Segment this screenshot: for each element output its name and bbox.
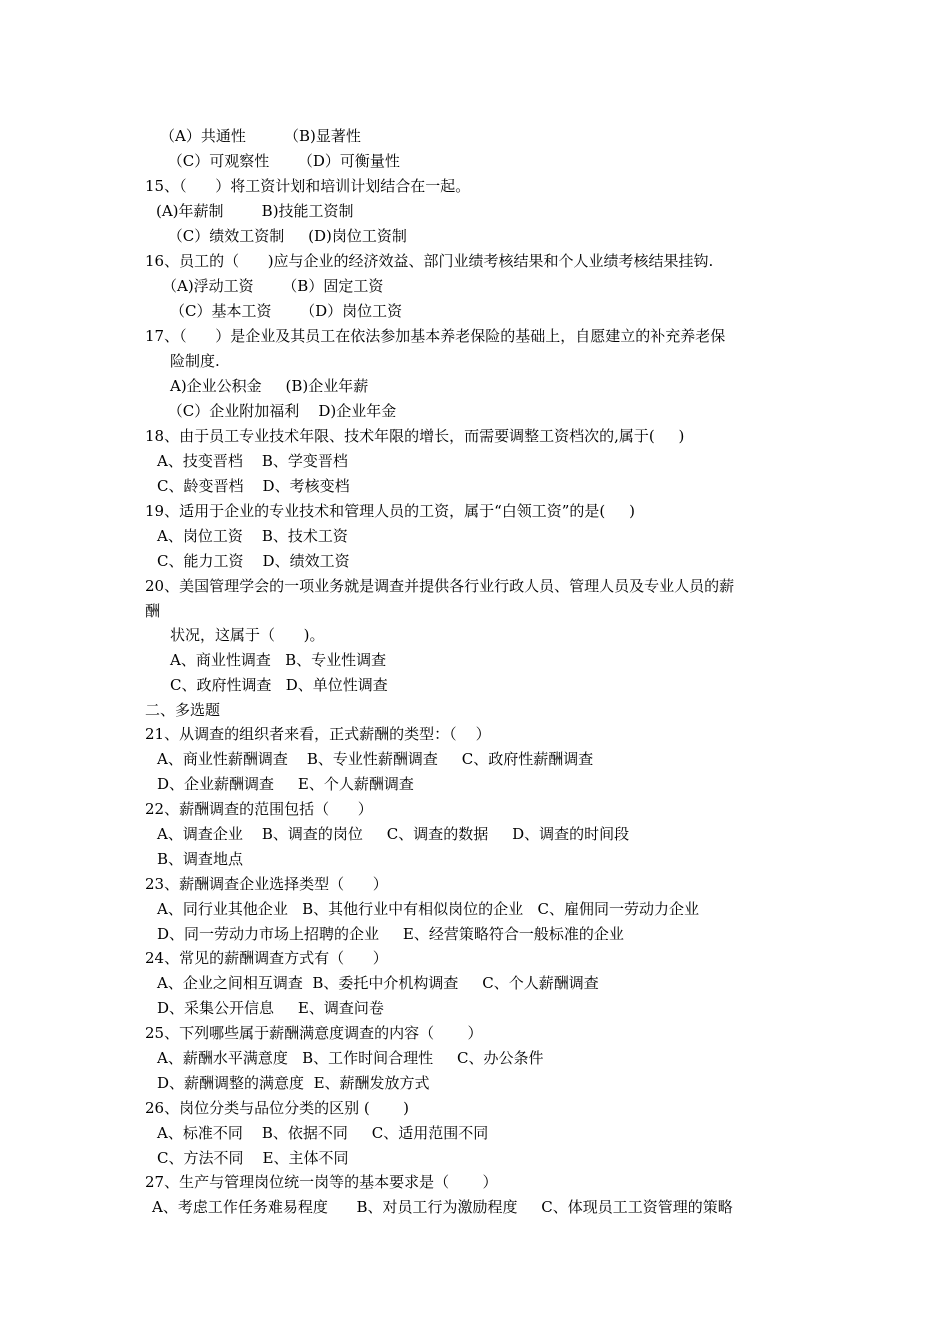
question-26: 26、岗位分类与品位分类的区别 ( ) (145, 1099, 409, 1117)
q18-options-ab: A、技变晋档 B、学变晋档 (157, 452, 348, 470)
q25-options-de: D、薪酬调整的满意度 E、薪酬发放方式 (157, 1074, 430, 1092)
question-20-cont: 状况，这属于（ )。 (170, 626, 325, 644)
question-18: 18、由于员工专业技术年限、技术年限的增长，而需要调整工资档次的,属于( ) (145, 427, 685, 445)
question-20: 20、美国管理学会的一项业务就是调查并提供各行业行政人员、管理人员及专业人员的薪 (145, 577, 735, 595)
q19-options-cd: C、能力工资 D、绩效工资 (157, 552, 350, 570)
question-24: 24、常见的薪酬调查方式有（ ） (145, 949, 388, 967)
question-19: 19、适用于企业的专业技术和管理人员的工资，属于“白领工资”的是( ) (145, 502, 635, 520)
section-heading-multiple-choice: 二、多选题 (145, 701, 221, 719)
q17-options-ab: A)企业公积金 (B)企业年薪 (170, 377, 369, 395)
q20-options-ab: A、商业性调查 B、专业性调查 (170, 651, 387, 669)
question-16: 16、员工的（ )应与企业的经济效益、部门业绩考核结果和个人业绩考核结果挂钩. (145, 252, 714, 270)
q15-options-cd: （C）绩效工资制 (D)岗位工资制 (163, 227, 407, 245)
q26-options-ce: C、方法不同 E、主体不同 (157, 1149, 349, 1167)
q23-options-de: D、同一劳动力市场上招聘的企业 E、经营策略符合一般标准的企业 (157, 925, 624, 943)
q14-options-ab: （A）共通性 （B)显著性 (160, 127, 361, 145)
question-22: 22、薪酬调查的范围包括（ ） (145, 800, 373, 818)
q18-options-cd: C、龄变晋档 D、考核变档 (157, 477, 350, 495)
question-17: 17、（ ）是企业及其员工在依法参加基本养老保险的基础上，自愿建立的补充养老保 (145, 327, 726, 345)
q24-options-de: D、采集公开信息 E、调查问卷 (157, 999, 384, 1017)
q16-options-ab: （A)浮动工资 （B）固定工资 (162, 277, 384, 295)
q24-options-abc: A、企业之间相互调查 B、委托中介机构调查 C、个人薪酬调查 (157, 974, 599, 992)
q14-options-cd: （C）可观察性 （D）可衡量性 (163, 152, 400, 170)
q19-options-ab: A、岗位工资 B、技术工资 (157, 527, 348, 545)
question-15: 15、（ ）将工资计划和培训计划结合在一起。 (145, 177, 471, 195)
q22-options-abcd: A、调查企业 B、调查的岗位 C、调查的数据 D、调查的时间段 (157, 825, 630, 843)
question-20-wrap: 酬 (145, 602, 161, 620)
q26-options-abc: A、标准不同 B、依据不同 C、适用范围不同 (157, 1124, 489, 1142)
question-21: 21、从调查的组织者来看，正式薪酬的类型：（ ） (145, 725, 491, 743)
q21-options-de: D、企业薪酬调查 E、个人薪酬调查 (157, 775, 414, 793)
q15-options-ab: (A)年薪制 B)技能工资制 (156, 202, 354, 220)
q20-options-cd: C、政府性调查 D、单位性调查 (170, 676, 388, 694)
q27-options-abc: A、考虑工作任务难易程度 B、对员工行为激励程度 C、体现员工工资管理的策略 (152, 1198, 733, 1216)
q23-options-abc: A、同行业其他企业 B、其他行业中有相似岗位的企业 C、雇佣同一劳动力企业 (157, 900, 699, 918)
question-25: 25、下列哪些属于薪酬满意度调查的内容（ ） (145, 1024, 483, 1042)
q16-options-cd: （C）基本工资 （D）岗位工资 (170, 302, 403, 320)
question-17-cont: 险制度. (170, 352, 220, 370)
q22-options-e: B、调查地点 (157, 850, 244, 868)
q25-options-abc: A、薪酬水平满意度 B、工作时间合理性 C、办公条件 (157, 1049, 544, 1067)
question-27: 27、生产与管理岗位统一岗等的基本要求是（ ） (145, 1173, 498, 1191)
q21-options-abc: A、商业性薪酬调查 B、专业性薪酬调查 C、政府性薪酬调查 (157, 750, 594, 768)
q17-options-cd: （C）企业附加福利 D)企业年金 (163, 402, 397, 420)
question-23: 23、薪酬调查企业选择类型（ ） (145, 875, 388, 893)
